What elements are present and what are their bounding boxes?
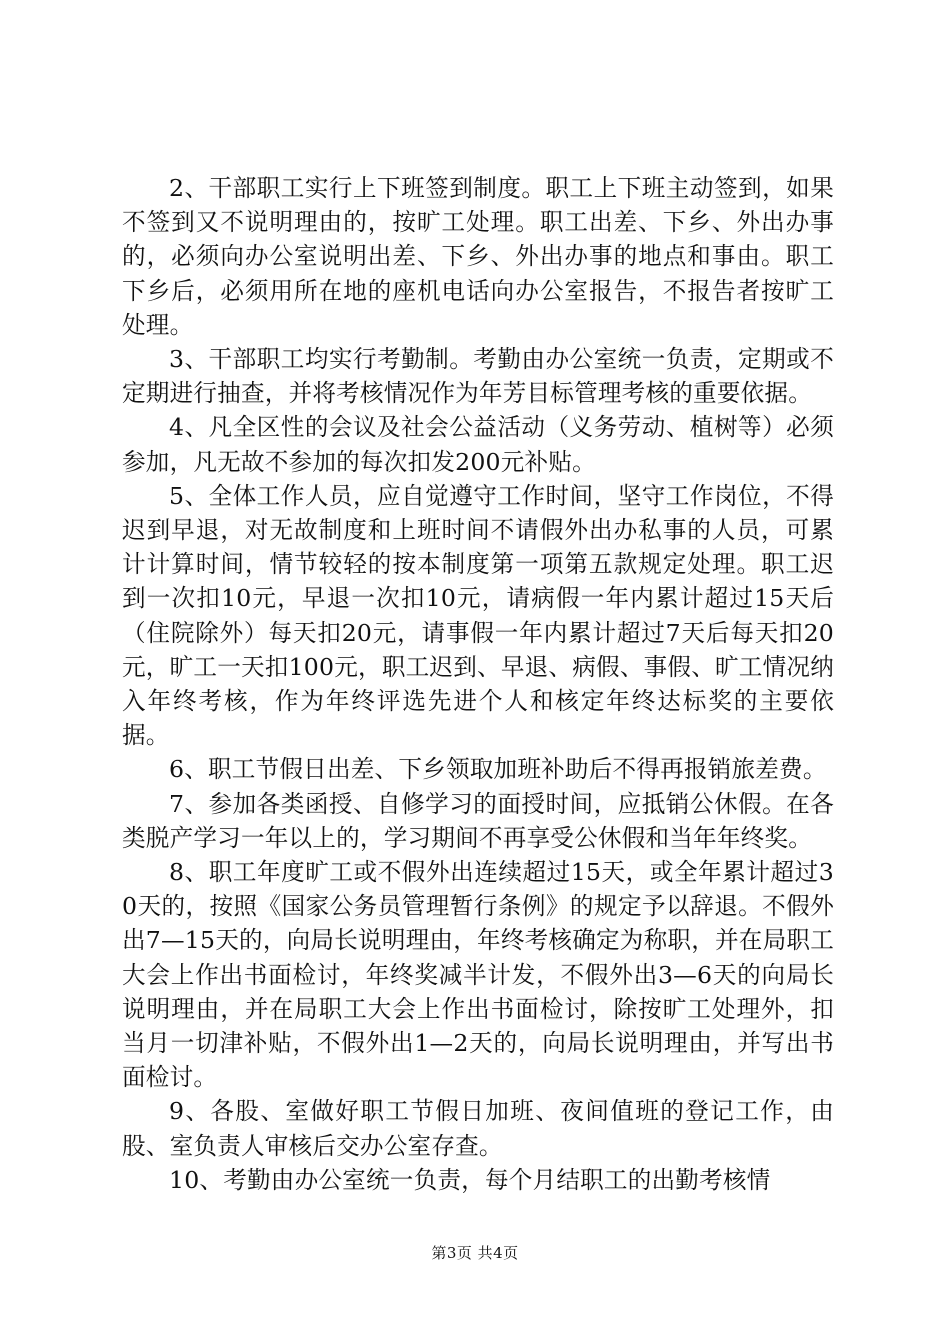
page-footer: 第3页 共4页 — [431, 1244, 519, 1262]
paragraph-item-3: 3、干部职工均实行考勤制。考勤由办公室统一负责，定期或不定期进行抽查，并将考核情况作为年芳目标管理考核的重要依据。 — [122, 345, 834, 408]
paragraph-item-6: 6、职工节假日出差、下乡领取加班补助后不得再报销旅差费。 — [169, 755, 827, 784]
paragraph-item-4: 4、凡全区性的会议及社会公益活动（义务劳动、植树等）必须参加，凡无故不参加的每次扣发200元补贴。 — [122, 413, 834, 476]
paragraph-item-10: 10、考勤由办公室统一负责，每个月结职工的出勤考核情 — [169, 1165, 771, 1194]
paragraph-item-2: 2、干部职工实行上下班签到制度。职工上下班主动签到，如果不签到又不说明理由的，按旷工处理。职工出差、下乡、外出办事的，必须向办公室说明出差、下乡、外出办事的地点和事由。职工下乡后，必须用所在地的座机电话向办公室报告，不报告者按旷工处理。 — [122, 174, 834, 339]
paragraph-item-5: 5、全体工作人员，应自觉遵守工作时间，坚守工作岗位，不得迟到早退，对无故制度和上班时间不请假外出办私事的人员，可累计计算时间，情节较轻的按本制度第一项第五款规定处理。职工迟到一次扣10元，早退一次扣10元，请病假一年内累计超过15天后（住院除外）每天扣20元，请事假一年内累计超过7天后每天扣20元，旷工一天扣100元，职工迟到、早退、病假、事假、旷工情况纳入年终考核，作为年终评选先进个人和核定年终达标奖的主要依据。 — [122, 481, 834, 750]
paragraph-item-7: 7、参加各类函授、自修学习的面授时间，应抵销公休假。在各类脱产学习一年以上的，学习期间不再享受公休假和当年年终奖。 — [122, 789, 834, 852]
paragraph-item-8: 8、职工年度旷工或不假外出连续超过15天，或全年累计超过30天的，按照《国家公务员管理暂行条例》的规定予以辞退。不假外出7—15天的，向局长说明理由，年终考核确定为称职，并在局职工大会上作出书面检讨，年终奖减半计发，不假外出3—6天的向局长说明理由，并在局职工大会上作出书面检讨，除按旷工处理外，扣当月一切津补贴，不假外出1—2天的，向局长说明理由，并写出书面检讨。 — [122, 858, 834, 1092]
paragraph-item-9: 9、各股、室做好职工节假日加班、夜间值班的登记工作，由股、室负责人审核后交办公室存查。 — [122, 1097, 834, 1160]
document-body — [122, 171, 834, 1197]
